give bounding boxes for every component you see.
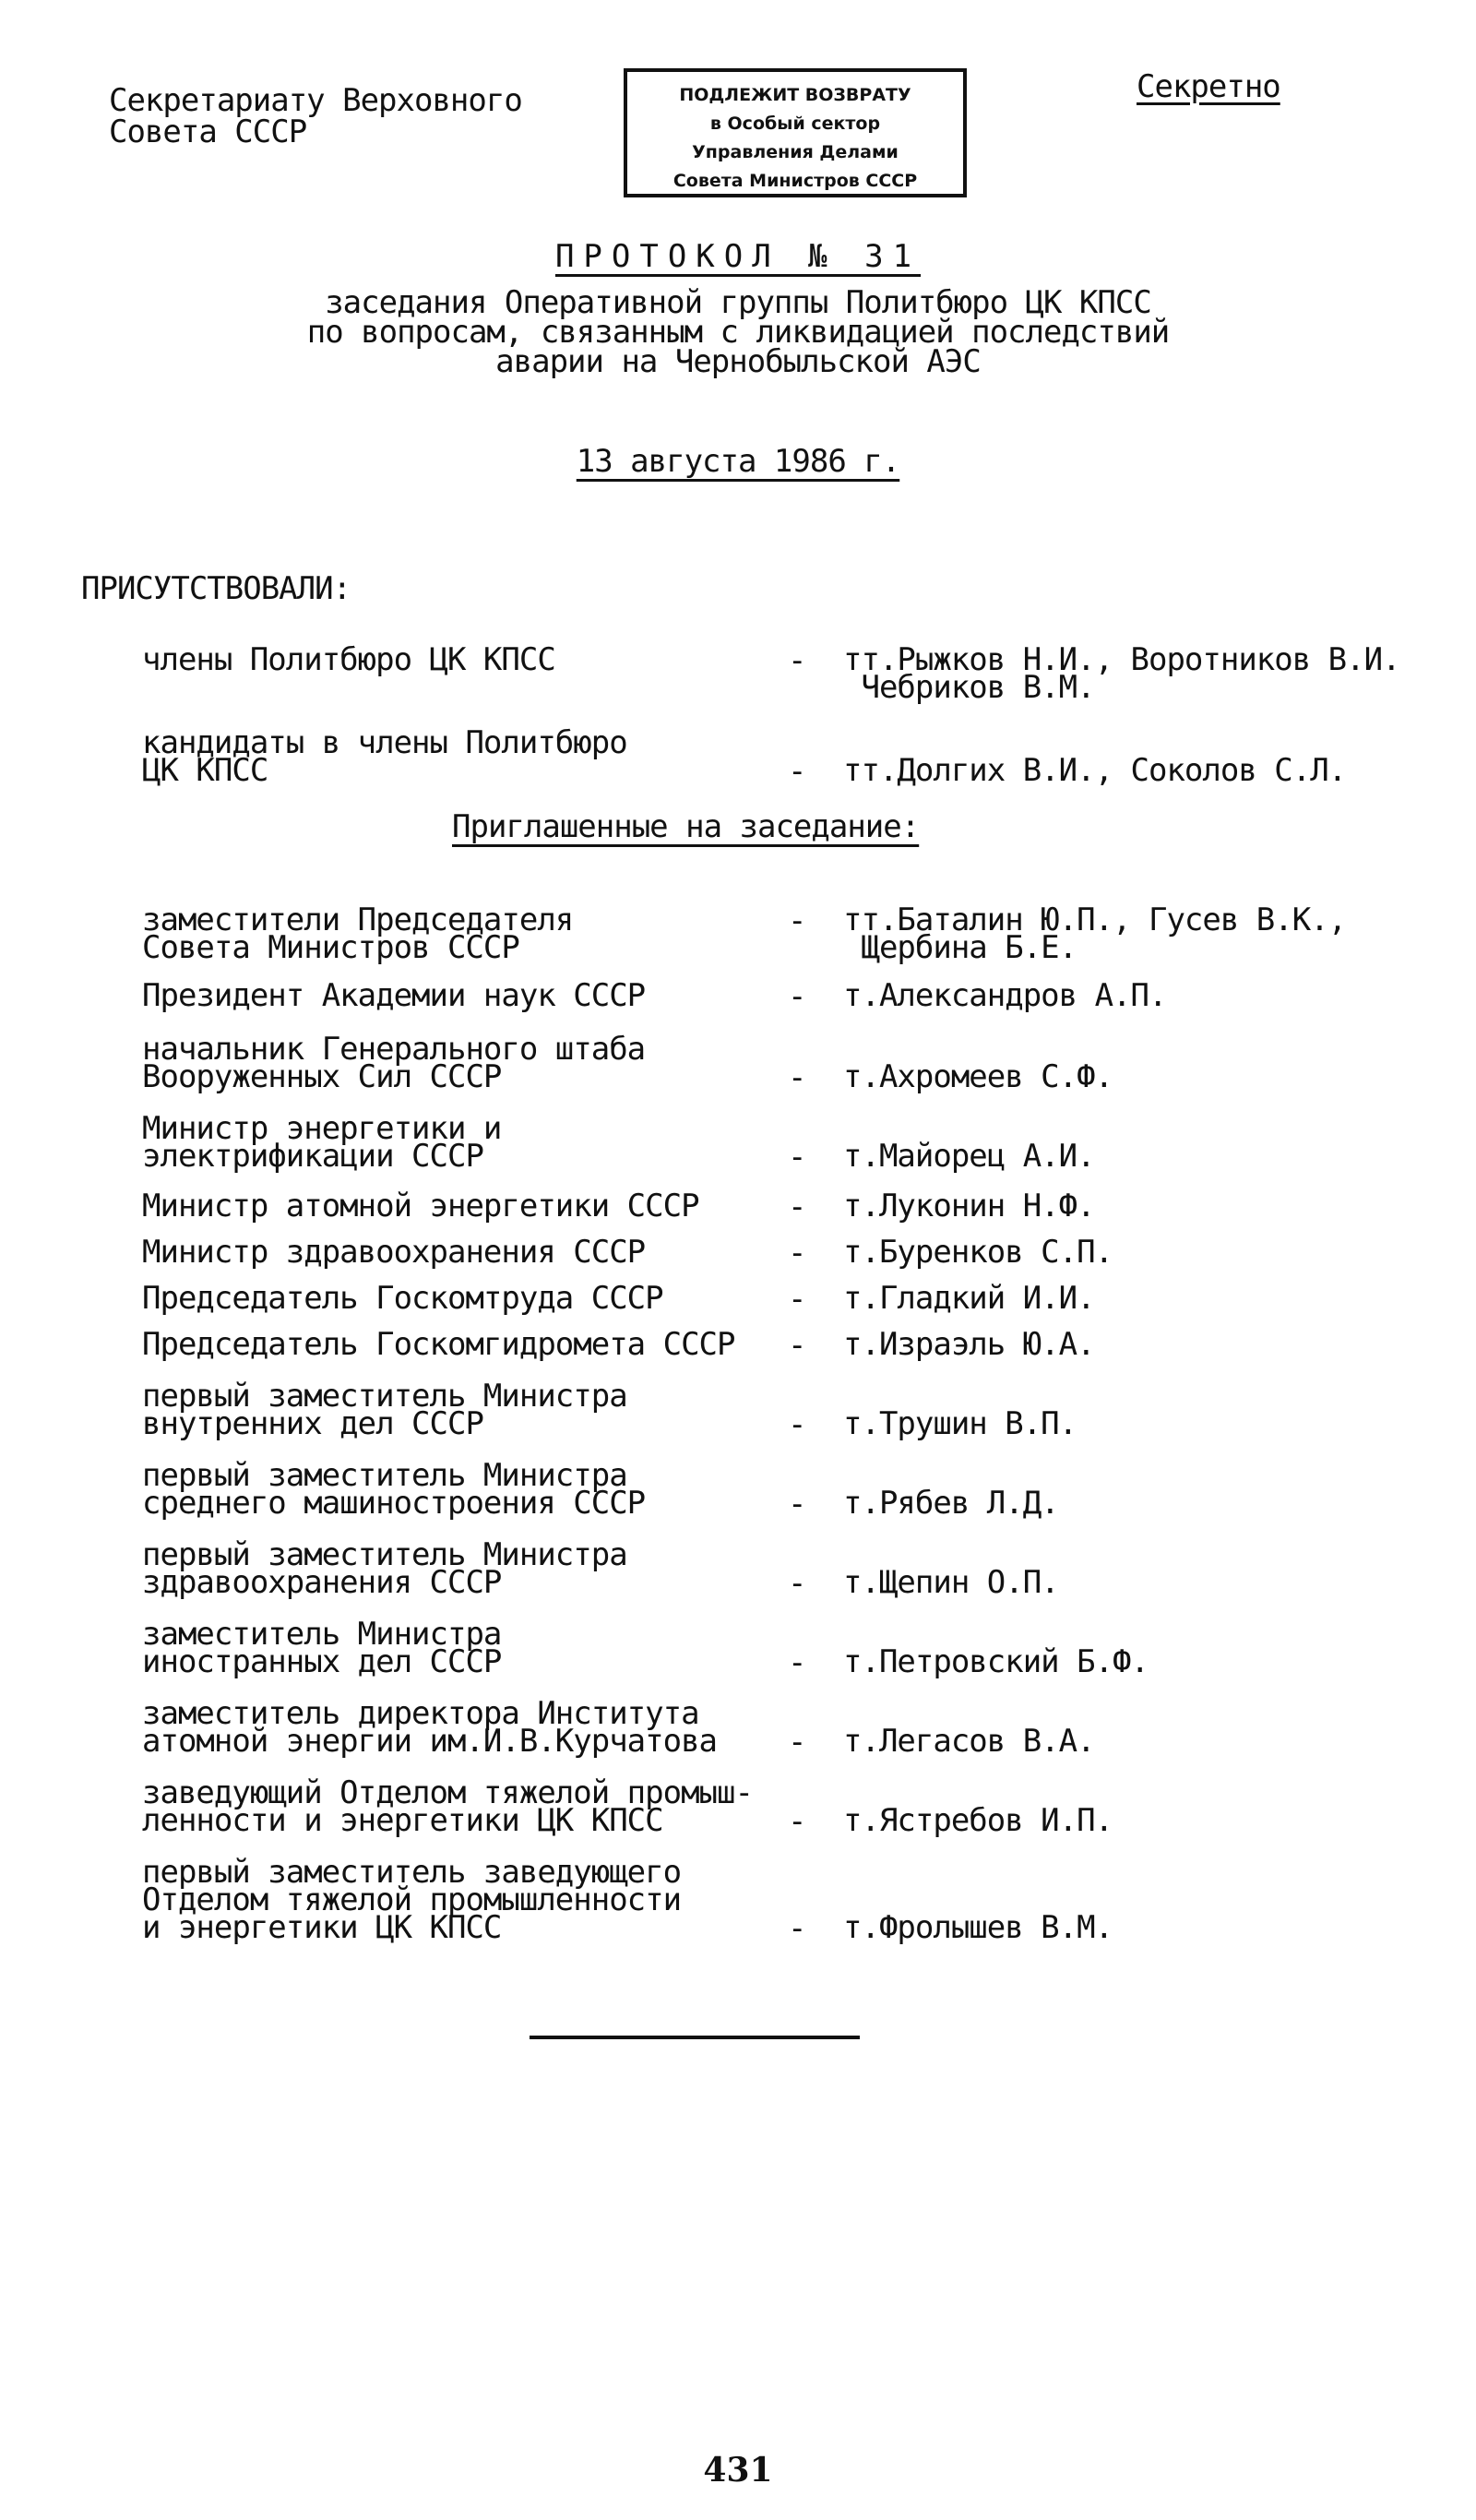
attendee-role (142, 1280, 769, 1317)
attendee-role (142, 1536, 769, 1601)
attendee-names (843, 1188, 1095, 1224)
attendee-names (843, 1564, 1059, 1601)
addressee (109, 82, 522, 150)
attendee-names (843, 902, 1347, 966)
role-line: заместители Председателя (142, 902, 574, 938)
attendee-dash: - (788, 1235, 806, 1272)
return-stamp (624, 68, 967, 197)
classification-mark: Секретно (1137, 68, 1280, 105)
attendee-dash: - (788, 1188, 806, 1225)
name-line: т.Щепин О.П. (843, 1564, 1059, 1601)
attendee-names (843, 1138, 1095, 1175)
role-line: Министр энергетики и (142, 1110, 502, 1147)
name-line: т.Израэль Ю.А. (843, 1326, 1095, 1363)
document-title: ПРОТОКОЛ № 31 (554, 238, 922, 275)
role-line: кандидаты в члены Политбюро (142, 724, 627, 761)
role-line: заместитель директора Института (142, 1695, 699, 1732)
name-line: т.Фролышев В.М. (843, 1909, 1113, 1946)
name-line: т.Ястребов И.П. (843, 1802, 1113, 1839)
meeting-date: 13 августа 1986 г. (576, 443, 900, 480)
attendee-dash: - (788, 1406, 806, 1443)
subtitle-line: по вопросам, связанным с ликвидацией последствий (306, 314, 1170, 351)
attendee-role (142, 902, 769, 966)
role-line: заведующий Отделом тяжелой промыш- (142, 1774, 753, 1811)
role-line: первый заместитель Министра (142, 1378, 627, 1415)
stamp-line: ПОДЛЕЖИТ ВОЗВРАТУ (679, 85, 911, 105)
attendee-role (142, 1110, 769, 1175)
role-line: первый заместитель Министра (142, 1457, 627, 1494)
name-line: т.Майорец А.И. (843, 1138, 1095, 1175)
addressee-line: Секретариату Верховного (109, 82, 522, 119)
name-line: т.Луконин Н.Ф. (843, 1188, 1095, 1224)
role-line: ленности и энергетики ЦК КПСС (142, 1802, 663, 1839)
name-line: т.Трушин В.П. (843, 1405, 1077, 1442)
role-line: Министр здравоохранения СССР (142, 1234, 646, 1271)
attendee-dash: - (788, 1803, 806, 1840)
attendee-dash: - (788, 902, 806, 939)
name-line: Щербина Б.Е. (843, 929, 1077, 966)
role-line: Министр атомной энергетики СССР (142, 1188, 699, 1224)
attendee-dash: - (788, 1139, 806, 1176)
attendee-role (142, 724, 769, 789)
attendee-names (843, 1909, 1113, 1946)
role-line: члены Политбюро ЦК КПСС (142, 641, 555, 678)
attendee-names (843, 1802, 1113, 1839)
attendee-names (843, 752, 1347, 789)
attendee-dash: - (788, 1910, 806, 1947)
subtitle-line: заседания Оперативной группы Политбюро ЦК КПСС (325, 284, 1151, 321)
name-line: т.Легасов В.А. (843, 1723, 1095, 1760)
attendee-role (142, 1616, 769, 1680)
attendee-names (843, 1058, 1113, 1095)
invited-heading: Приглашенные на заседание: (452, 808, 920, 845)
attendee-dash: - (788, 1059, 806, 1096)
attendee-names (843, 1234, 1113, 1271)
role-line: первый заместитель Министра (142, 1536, 627, 1573)
role-line: внутренних дел СССР (142, 1405, 483, 1442)
subtitle-line: аварии на Чернобыльской АЭС (495, 343, 981, 380)
role-line: ЦК КПСС (142, 752, 268, 789)
name-line: Чебриков В.М. (843, 669, 1095, 706)
attendee-dash: - (788, 1486, 806, 1523)
addressee-line: Совета СССР (109, 113, 307, 150)
attendee-dash: - (788, 1327, 806, 1364)
attendee-role (142, 1774, 769, 1839)
role-line: Председатель Госкомтруда СССР (142, 1280, 663, 1317)
name-line: т.Рябев Л.Д. (843, 1485, 1059, 1522)
attendee-names (843, 1326, 1095, 1363)
name-line: тт.Баталин Ю.П., Гусев В.К., (843, 902, 1347, 938)
attendee-names (843, 1485, 1059, 1522)
role-line: здравоохранения СССР (142, 1564, 502, 1601)
attendee-names (843, 641, 1400, 706)
attendee-role (142, 1457, 769, 1522)
page-number: 431 (703, 2451, 773, 2490)
attendee-names (843, 1280, 1095, 1317)
attendee-dash: - (788, 978, 806, 1015)
role-line: Совета Министров СССР (142, 929, 519, 966)
attendee-dash: - (788, 1724, 806, 1761)
attendee-names (843, 1643, 1149, 1680)
name-line: т.Александров А.П. (843, 977, 1167, 1014)
attendee-names (843, 977, 1167, 1014)
attendee-dash: - (788, 1281, 806, 1318)
attendee-dash: - (788, 1644, 806, 1681)
attendee-role (142, 641, 769, 678)
attendee-role (142, 1031, 769, 1095)
name-line: тт.Долгих В.И., Соколов С.Л. (843, 752, 1347, 789)
attendee-dash: - (788, 1565, 806, 1602)
attendee-role (142, 1234, 769, 1271)
attendee-dash: - (788, 753, 806, 790)
role-line: среднего машиностроения СССР (142, 1485, 646, 1522)
name-line: т.Буренков С.П. (843, 1234, 1113, 1271)
closing-rule (530, 2036, 860, 2039)
role-line: атомной энергии им.И.В.Курчатова (142, 1723, 718, 1760)
stamp-line: Совета Министров СССР (673, 171, 918, 191)
name-line: т.Ахромеев С.Ф. (843, 1058, 1113, 1095)
role-line: первый заместитель заведующего (142, 1854, 682, 1891)
attendee-role (142, 977, 769, 1014)
name-line: т.Гладкий И.И. (843, 1280, 1095, 1317)
role-line: Президент Академии наук СССР (142, 977, 646, 1014)
present-heading: ПРИСУТСТВОВАЛИ: (81, 570, 351, 607)
stamp-line: Управления Делами (692, 142, 899, 162)
name-line: т.Петровский Б.Ф. (843, 1643, 1149, 1680)
attendee-dash: - (788, 642, 806, 679)
attendee-role (142, 1188, 769, 1224)
role-line: Вооруженных Сил СССР (142, 1058, 502, 1095)
attendee-role (142, 1695, 769, 1760)
attendee-role (142, 1326, 769, 1363)
attendee-role (142, 1378, 769, 1442)
attendee-names (843, 1405, 1077, 1442)
role-line: начальник Генерального штаба (142, 1031, 646, 1068)
attendee-role (142, 1854, 769, 1946)
role-line: иностранных дел СССР (142, 1643, 502, 1680)
role-line: Отделом тяжелой промышленности (142, 1881, 682, 1918)
attendee-names (843, 1723, 1095, 1760)
role-line: заместитель Министра (142, 1616, 502, 1653)
document-subtitle (0, 284, 1476, 380)
role-line: Председатель Госкомгидромета СССР (142, 1326, 735, 1363)
role-line: электрификации СССР (142, 1138, 483, 1175)
role-line: и энергетики ЦК КПСС (142, 1909, 502, 1946)
stamp-line: в Особый сектор (709, 113, 881, 134)
name-line: тт.Рыжков Н.И., Воротников В.И. (843, 641, 1400, 678)
